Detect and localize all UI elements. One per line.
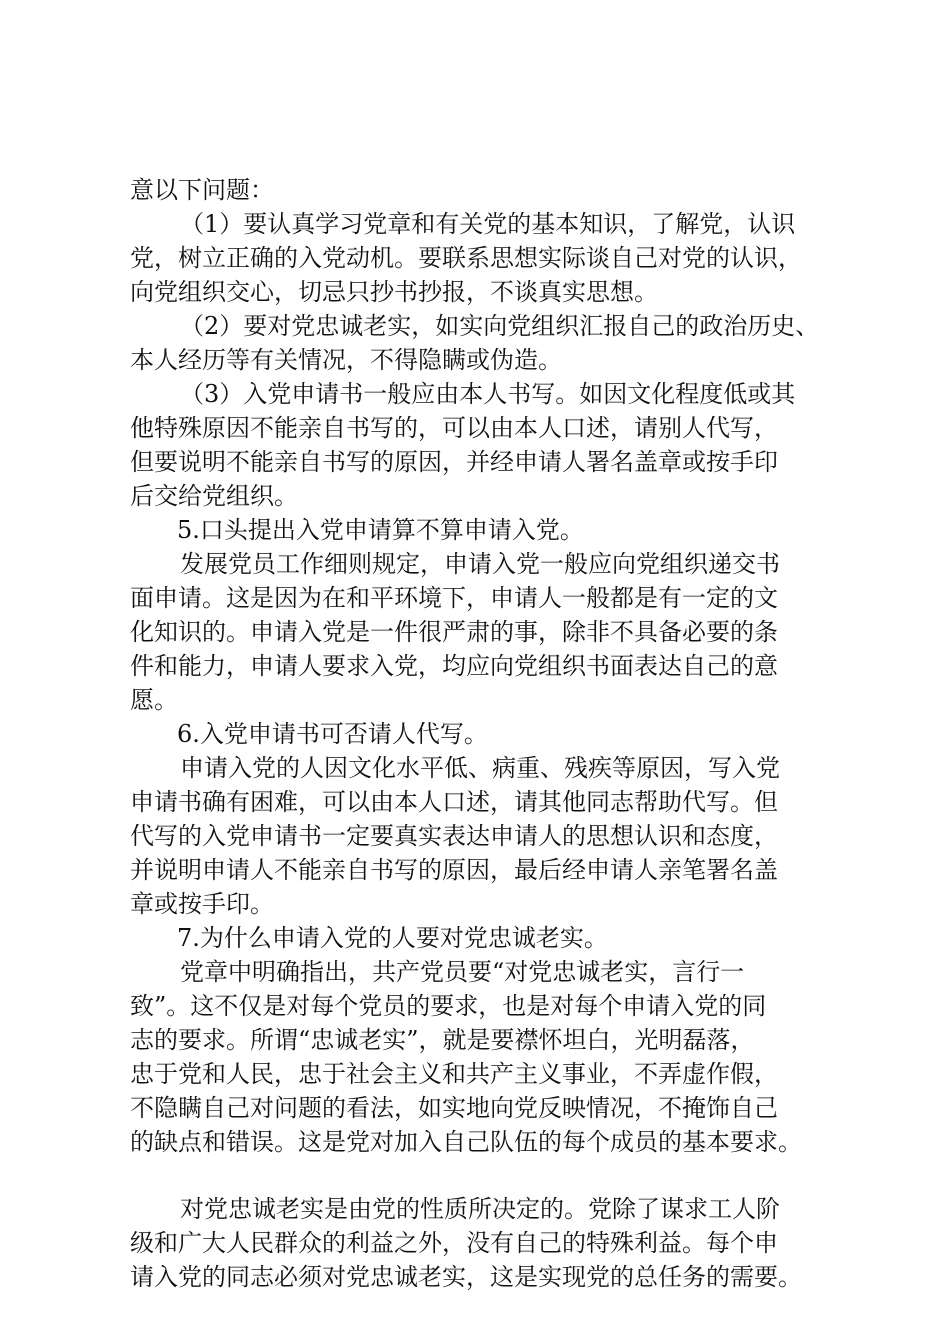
text-line: 请入党的同志必须对党忠诚老实，这是实现党的总任务的需要。 <box>130 1263 802 1291</box>
text-line: 的缺点和错误。这是党对加入自己队伍的每个成员的基本要求。 <box>130 1128 802 1156</box>
text-line: 后交给党组织。 <box>130 482 298 510</box>
text-line: （1）要认真学习党章和有关党的基本知识，了解党，认识 <box>180 210 796 238</box>
text-line: 向党组织交心，切忌只抄书抄报，不谈真实思想。 <box>130 278 658 306</box>
text-line: 对党忠诚老实是由党的性质所决定的。党除了谋求工人阶 <box>180 1195 780 1223</box>
text-line: 级和广大人民群众的利益之外，没有自己的特殊利益。每个申 <box>130 1229 778 1257</box>
text-line: 并说明申请人不能亲自书写的原因，最后经申请人亲笔署名盖 <box>130 856 778 884</box>
text-line: 他特殊原因不能亲自书写的，可以由本人口述，请别人代写， <box>130 414 778 442</box>
text-line: 件和能力，申请人要求入党，均应向党组织书面表达自己的意 <box>130 652 778 680</box>
text-line: 本人经历等有关情况，不得隐瞒或伪造。 <box>130 346 562 374</box>
text-line: （2）要对党忠诚老实，如实向党组织汇报自己的政治历史、 <box>180 312 820 340</box>
text-line: 申请书确有困难，可以由本人口述，请其他同志帮助代写。但 <box>130 788 778 816</box>
text-line: 愿。 <box>130 686 178 714</box>
text-line: 忠于党和人民，忠于社会主义和共产主义事业，不弄虚作假， <box>130 1060 778 1088</box>
text-line: 面申请。这是因为在和平环境下，申请人一般都是有一定的文 <box>130 584 778 612</box>
question-heading: 7.为什么申请入党的人要对党忠诚老实。 <box>177 924 608 952</box>
text-line: 代写的入党申请书一定要真实表达申请人的思想认识和态度， <box>130 822 778 850</box>
text-line: 申请入党的人因文化水平低、病重、残疾等原因，写入党 <box>180 754 780 782</box>
text-line: 志的要求。所谓“忠诚老实”，就是要襟怀坦白，光明磊落， <box>130 1026 755 1054</box>
text-line: 党章中明确指出，共产党员要“对党忠诚老实，言行一 <box>180 958 745 986</box>
text-line: （3）入党申请书一般应由本人书写。如因文化程度低或其 <box>180 380 796 408</box>
question-heading: 5.口头提出入党申请算不算申请入党。 <box>177 516 584 544</box>
text-line: 致”。这不仅是对每个党员的要求，也是对每个申请入党的同 <box>130 992 767 1020</box>
question-heading: 6.入党申请书可否请人代写。 <box>177 720 488 748</box>
text-line: 党，树立正确的入党动机。要联系思想实际谈自己对党的认识， <box>130 244 802 272</box>
text-line: 但要说明不能亲自书写的原因，并经申请人署名盖章或按手印 <box>130 448 778 476</box>
text-line: 化知识的。申请入党是一件很严肃的事，除非不具备必要的条 <box>130 618 778 646</box>
text-line: 意以下问题： <box>130 176 274 204</box>
text-line: 不隐瞒自己对问题的看法，如实地向党反映情况，不掩饰自己 <box>130 1094 778 1122</box>
text-line: 章或按手印。 <box>130 890 274 918</box>
text-line: 发展党员工作细则规定，申请入党一般应向党组织递交书 <box>180 550 780 578</box>
